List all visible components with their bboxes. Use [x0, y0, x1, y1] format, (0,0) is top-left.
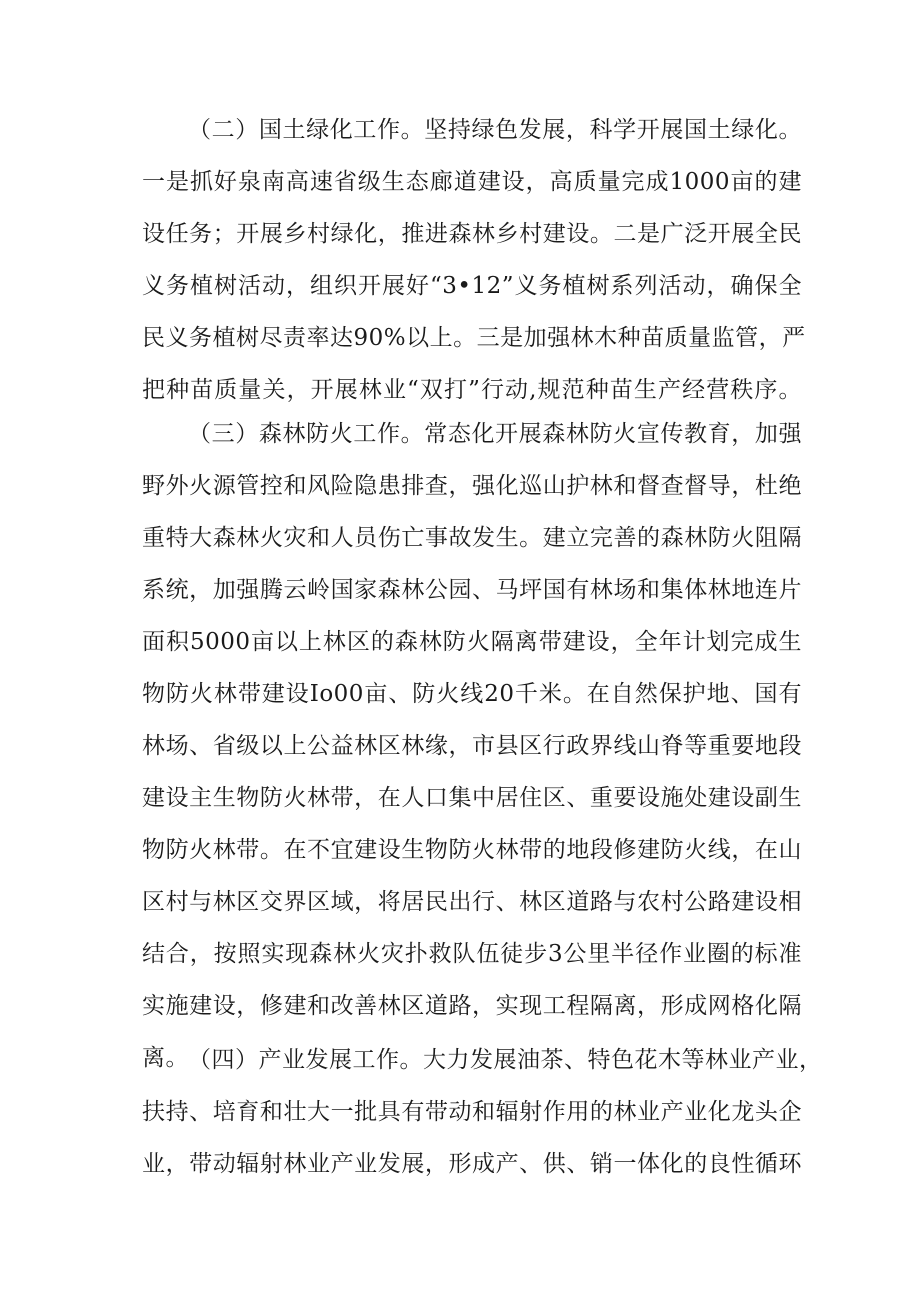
paragraph-line: 扶持、培育和壮大一批具有带动和辐射作用的林业产业化龙头企 [142, 1099, 802, 1125]
paragraph-line: （三）森林防火工作。常态化开展森林防火宣传教育，加强 [188, 421, 802, 447]
paragraph-line: 重特大森林火灾和人员伤亡事故发生。建立完善的森林防火阻隔 [142, 525, 802, 551]
paragraph-line: 业，带动辐射林业产业发展，形成产、供、销一体化的良性循环 [142, 1151, 802, 1177]
paragraph-line: （二）国土绿化工作。坚持绿色发展，科学开展国土绿化。 [188, 117, 802, 143]
paragraph-line: 设任务；开展乡村绿化，推进森林乡村建设。二是广泛开展全民 [142, 221, 802, 247]
paragraph-line: 系统，加强腾云岭国家森林公园、马坪国有林场和集体林地连片 [142, 577, 802, 603]
paragraph-line: 一是抓好泉南高速省级生态廊道建设，高质量完成1000亩的建 [142, 169, 802, 195]
paragraph-line: 实施建设，修建和改善林区道路，实现工程隔离，形成网格化隔 [142, 993, 802, 1019]
paragraph-line: （四）产业发展工作。大力发展油茶、特色花木等林业产业， [188, 1047, 823, 1073]
paragraph-line: 物防火林带。在不宜建设生物防火林带的地段修建防火线，在山 [142, 837, 802, 863]
paragraph-forest-fire-prevention [142, 408, 823, 1084]
paragraph-line: 林场、省级以上公益林区林缘，市县区行政界线山脊等重要地段 [142, 733, 802, 759]
paragraph-line: 民义务植树尽责率达90%以上。三是加强林木种苗质量监管，严 [142, 325, 806, 351]
paragraph-line: 离。 [142, 1045, 189, 1071]
paragraph-line: 野外火源管控和风险隐患排查，强化巡山护林和督查督导，杜绝 [142, 473, 802, 499]
paragraph-industry-development [142, 1034, 823, 1190]
paragraph-line: 把种苗质量关，开展林业“双打”行动,规范种苗生产经营秩序。 [142, 377, 802, 403]
paragraph-line: 结合，按照实现森林火灾扑救队伍徒步3公里半径作业圈的标准 [142, 941, 802, 967]
paragraph-line: 建设主生物防火林带，在人口集中居住区、重要设施处建设副生 [142, 785, 802, 811]
paragraph-line: 区村与林区交界区域，将居民出行、林区道路与农村公路建设相 [142, 889, 802, 915]
paragraph-line: 物防火林带建设Io00亩、防火线20千米。在自然保护地、国有 [142, 681, 802, 707]
paragraph-line: 义务植树活动，组织开展好“3•12”义务植树系列活动，确保全 [142, 273, 802, 299]
paragraph-line: 面积5000亩以上林区的森林防火隔离带建设，全年计划完成生 [142, 629, 802, 655]
paragraph-land-greening [142, 104, 806, 416]
